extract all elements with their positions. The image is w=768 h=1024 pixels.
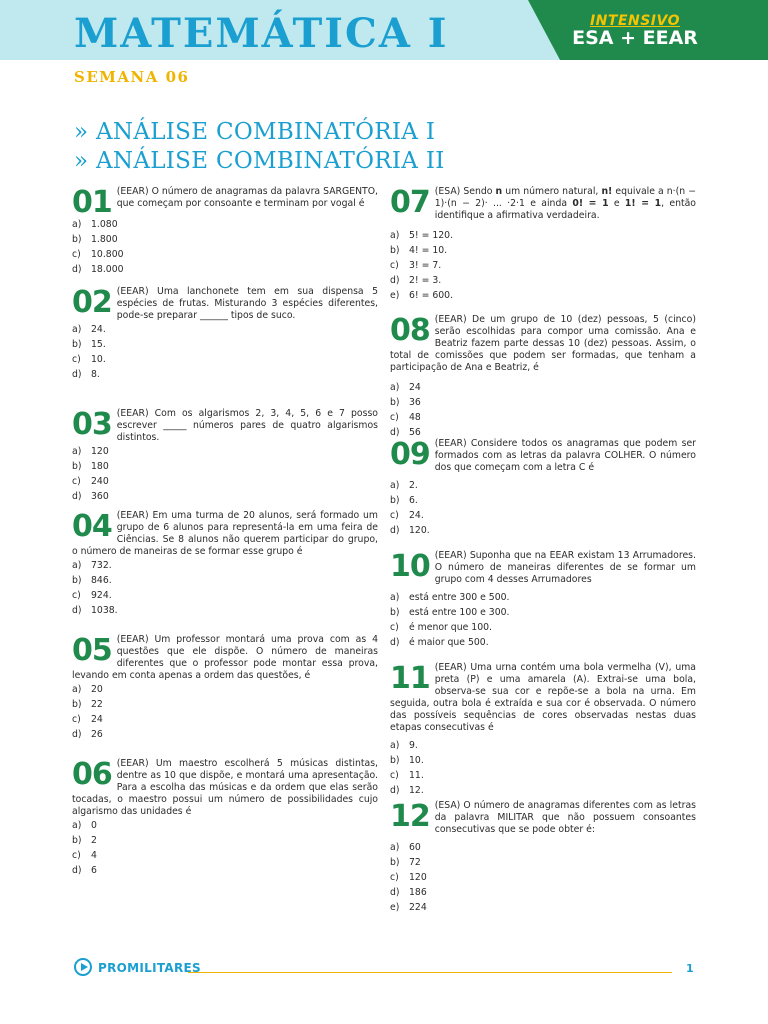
alt-text: 12. <box>409 785 424 796</box>
alt-text: 4! = 10. <box>409 245 448 256</box>
alt-letter: c) <box>72 249 81 260</box>
alternative-item <box>72 848 378 863</box>
alt-letter: d) <box>72 605 82 616</box>
alternatives-list <box>72 818 378 878</box>
alt-letter: a) <box>72 324 82 335</box>
alt-letter: a) <box>390 592 400 603</box>
alt-text: 1038. <box>91 605 118 616</box>
alt-letter: d) <box>72 729 82 740</box>
alternatives-list <box>390 590 696 650</box>
question-number: 02 <box>72 285 112 320</box>
alternative-item <box>390 768 696 783</box>
alt-text: 6! = 600. <box>409 290 454 301</box>
alt-letter: b) <box>390 245 400 256</box>
right-column <box>390 186 696 926</box>
alternative-item <box>390 620 696 635</box>
footer-divider <box>188 972 672 973</box>
alternatives-list <box>390 840 696 915</box>
question-12 <box>390 800 696 926</box>
text-part-bold: n <box>495 186 503 197</box>
alternative-item <box>390 410 696 425</box>
alt-text: 1.800 <box>91 234 118 245</box>
alt-text: é maior que 500. <box>409 637 489 648</box>
alt-text: 924. <box>91 590 112 601</box>
alt-letter: c) <box>390 260 399 271</box>
alt-letter: d) <box>72 369 82 380</box>
alternative-item <box>390 478 696 493</box>
alternative-item <box>72 558 378 573</box>
page-number: 1 <box>686 962 694 975</box>
alt-text: 24 <box>91 714 103 725</box>
alternative-item <box>72 352 378 367</box>
brand-logo-text: PROMILITARES <box>98 961 201 975</box>
alt-text: 240 <box>91 476 109 487</box>
alt-text: é menor que 100. <box>409 622 492 633</box>
alternative-item <box>72 247 378 262</box>
badge-bottom-label: ESA + EEAR <box>572 27 698 49</box>
alt-text: 5! = 120. <box>409 230 454 241</box>
alt-letter: b) <box>390 495 400 506</box>
alt-text: está entre 300 e 500. <box>409 592 510 603</box>
alternatives-list <box>390 478 696 538</box>
question-03 <box>72 408 378 510</box>
alternative-item <box>390 840 696 855</box>
alt-text: 72 <box>409 857 421 868</box>
alternative-item <box>390 228 696 243</box>
alt-text: 360 <box>91 491 109 502</box>
alternative-item <box>390 783 696 798</box>
alt-text: 20 <box>91 684 103 695</box>
alternative-item <box>72 573 378 588</box>
alt-text: 8. <box>91 369 100 380</box>
alt-letter: d) <box>390 427 400 438</box>
alternative-item <box>72 588 378 603</box>
left-column <box>72 186 378 882</box>
alternative-item <box>390 380 696 395</box>
badge-top-label: INTENSIVO <box>589 13 681 29</box>
question-number: 07 <box>390 185 430 220</box>
alt-letter: d) <box>72 865 82 876</box>
alternative-item <box>72 863 378 878</box>
alternative-item <box>72 712 378 727</box>
question-text: (EEAR) Uma lanchonete tem em sua dispensa 5 espécies de frutas. Misturando 3 espécies diferentes, pode-se preparar ______ tipos de suco. <box>116 286 378 321</box>
text-part: e <box>608 198 625 209</box>
alternative-item <box>390 273 696 288</box>
alternative-item <box>390 258 696 273</box>
question-number: 03 <box>72 407 112 442</box>
text-part: um número natural, <box>502 186 602 197</box>
question-text <box>390 186 696 222</box>
alternative-item <box>390 738 696 753</box>
alt-text: 10.800 <box>91 249 124 260</box>
alt-text: 56 <box>409 427 421 438</box>
alt-letter: a) <box>390 740 400 751</box>
alt-text: 732. <box>91 560 112 571</box>
question-number: 10 <box>390 549 430 584</box>
alt-letter: c) <box>390 412 399 423</box>
alt-text: está entre 100 e 300. <box>409 607 510 618</box>
alt-letter: e) <box>390 290 400 301</box>
alt-letter: a) <box>390 480 400 491</box>
alternative-item <box>72 833 378 848</box>
alternatives-list <box>72 322 378 382</box>
alternative-item <box>72 322 378 337</box>
alternative-item <box>72 444 378 459</box>
alt-letter: b) <box>72 461 82 472</box>
text-part-bold: 1! = 1 <box>624 198 662 209</box>
alternative-item <box>390 900 696 915</box>
question-05 <box>72 634 378 758</box>
page-footer <box>72 958 698 980</box>
question-text: (ESA) O número de anagramas diferentes com as letras da palavra MILITAR que não possuem consoantes consecutivas que se pode obter é: <box>434 800 696 835</box>
question-text: (EEAR) Uma urna contém uma bola vermelha (V), uma preta (P) e uma amarela (A). Extrai-se uma bola, observa-se sua cor e repõe-se a bola na urna. Em seguida, outra bola é extraída e sua cor é observada. O número das possíveis sequências de cores observadas nestas duas etapas consecutivas é <box>390 662 696 733</box>
alt-text: 2. <box>409 480 418 491</box>
alt-letter: c) <box>390 770 399 781</box>
alt-text: 9. <box>409 740 418 751</box>
alt-letter: d) <box>390 525 400 536</box>
question-number: 04 <box>72 509 112 544</box>
alternative-item <box>72 262 378 277</box>
question-07 <box>390 186 696 314</box>
alt-letter: b) <box>72 835 82 846</box>
alt-text: 24. <box>409 510 424 521</box>
alt-text: 60 <box>409 842 421 853</box>
alternative-item <box>72 217 378 232</box>
alternative-item <box>72 697 378 712</box>
question-number: 09 <box>390 437 430 472</box>
alt-letter: a) <box>390 382 400 393</box>
alternative-item <box>390 288 696 303</box>
alternative-item <box>390 395 696 410</box>
alt-letter: b) <box>390 397 400 408</box>
alt-text: 36 <box>409 397 421 408</box>
question-text: (EEAR) Suponha que na EEAR existam 13 Arrumadores. O número de maneiras diferentes de se formar um grupo com 4 desses Arrumadores <box>434 550 696 585</box>
alt-letter: c) <box>72 850 81 861</box>
alternative-item <box>72 489 378 504</box>
alt-text: 26 <box>91 729 103 740</box>
text-part: equivale a n·(n − 1)·(n − 2)· ... ·2·1 e ainda <box>434 186 697 209</box>
alt-text: 0 <box>91 820 97 831</box>
question-06 <box>72 758 378 882</box>
alternatives-list <box>72 217 378 277</box>
alt-text: 10. <box>409 755 424 766</box>
topic-item: » ANÁLISE COMBINATÓRIA I <box>74 119 436 145</box>
alt-letter: d) <box>72 264 82 275</box>
alternative-item <box>390 605 696 620</box>
question-number: 06 <box>72 757 112 792</box>
topics-list <box>74 118 445 176</box>
alt-text: 11. <box>409 770 424 781</box>
alt-text: 24 <box>409 382 421 393</box>
alt-letter: c) <box>72 476 81 487</box>
question-text: (EEAR) Com os algarismos 2, 3, 4, 5, 6 e 7 posso escrever _____ números pares de quatro algarismos distintos. <box>116 408 378 443</box>
alt-text: 6 <box>91 865 97 876</box>
question-number: 08 <box>390 313 430 348</box>
text-part: , então identifique a afirmativa verdadeira. <box>434 198 696 221</box>
question-number: 05 <box>72 633 112 668</box>
alt-letter: d) <box>390 637 400 648</box>
question-08 <box>390 314 696 438</box>
course-badge-text <box>560 14 710 48</box>
alternative-item <box>72 474 378 489</box>
alternative-item <box>72 682 378 697</box>
alt-letter: b) <box>72 234 82 245</box>
question-text: (EEAR) Considere todos os anagramas que podem ser formados com as letras da palavra COLHER. O número dos que começam com a letra C é <box>434 438 696 473</box>
alt-text: 4 <box>91 850 97 861</box>
question-04 <box>72 510 378 634</box>
alt-letter: d) <box>72 491 82 502</box>
alt-letter: b) <box>72 699 82 710</box>
alternative-item <box>390 635 696 650</box>
alt-text: 18.000 <box>91 264 124 275</box>
alternatives-list <box>72 682 378 742</box>
alternative-item <box>390 590 696 605</box>
alternatives-list <box>390 380 696 440</box>
topic-item: » ANÁLISE COMBINATÓRIA II <box>74 148 445 174</box>
question-text: (EEAR) Um maestro escolherá 5 músicas distintas, dentre as 10 que dispõe, e montará uma apresentação. Para a escolha das músicas e da ordem que elas serão tocadas, o maestro possui um número de possibilidades cujo algarismo das unidades é <box>72 758 378 817</box>
alt-letter: a) <box>72 820 82 831</box>
alternative-item <box>390 243 696 258</box>
alt-letter: d) <box>390 275 400 286</box>
alternative-item <box>72 337 378 352</box>
question-number: 12 <box>390 799 430 834</box>
alternative-item <box>72 818 378 833</box>
alternative-item <box>390 855 696 870</box>
alternatives-list <box>72 444 378 504</box>
alt-letter: c) <box>390 622 399 633</box>
page-title: MATEMÁTICA I <box>74 10 449 57</box>
alt-letter: d) <box>390 785 400 796</box>
alt-text: 24. <box>91 324 106 335</box>
alt-text: 120 <box>91 446 109 457</box>
alt-letter: b) <box>72 575 82 586</box>
question-text: (EEAR) Um professor montará uma prova com as 4 questões que ele dispõe. O número de maneiras diferentes que o professor pode montar essa prova, levando em conta apenas a ordem das questões, é <box>72 634 378 681</box>
alt-text: 2! = 3. <box>409 275 442 286</box>
alt-text: 22 <box>91 699 103 710</box>
alternative-item <box>72 603 378 618</box>
alt-letter: c) <box>390 510 399 521</box>
alt-letter: a) <box>390 230 400 241</box>
text-part-bold: n! <box>601 186 613 197</box>
alternative-item <box>72 232 378 247</box>
alt-text: 120 <box>409 872 427 883</box>
alternative-item <box>390 870 696 885</box>
alt-text: 186 <box>409 887 427 898</box>
question-10 <box>390 550 696 662</box>
week-label: SEMANA 06 <box>74 68 190 86</box>
question-text: (EEAR) De um grupo de 10 (dez) pessoas, 5 (cinco) serão escolhidas para compor uma comissão. Ana e Beatriz fazem parte dessas 10 (dez) pessoas. Assim, o total de comissões que podem ser formadas, que tenham a participação de Ana e Beatriz, é <box>390 314 696 373</box>
alt-text: 224 <box>409 902 427 913</box>
alternatives-list <box>390 228 696 303</box>
alternative-item <box>72 727 378 742</box>
alt-letter: b) <box>390 857 400 868</box>
alt-text: 1.080 <box>91 219 118 230</box>
question-01 <box>72 186 378 286</box>
alt-letter: a) <box>72 560 82 571</box>
alternative-item <box>390 493 696 508</box>
alternatives-list <box>72 558 378 618</box>
alt-letter: d) <box>390 887 400 898</box>
alt-text: 120. <box>409 525 430 536</box>
alt-letter: a) <box>72 446 82 457</box>
question-text: (EEAR) O número de anagramas da palavra SARGENTO, que começam por consoante e terminam por vogal é <box>116 186 378 209</box>
question-02 <box>72 286 378 408</box>
alt-text: 6. <box>409 495 418 506</box>
question-11 <box>390 662 696 800</box>
alternative-item <box>390 508 696 523</box>
alt-letter: a) <box>72 684 82 695</box>
alt-text: 2 <box>91 835 97 846</box>
alt-text: 180 <box>91 461 109 472</box>
alt-letter: c) <box>72 590 81 601</box>
alt-text: 10. <box>91 354 106 365</box>
alt-text: 3! = 7. <box>409 260 442 271</box>
alternative-item <box>72 459 378 474</box>
alternatives-list <box>390 738 696 798</box>
alt-letter: c) <box>72 354 81 365</box>
alternative-item <box>72 367 378 382</box>
alt-letter: b) <box>390 755 400 766</box>
alternative-item <box>390 885 696 900</box>
play-circle-icon <box>74 958 92 976</box>
alt-letter: a) <box>390 842 400 853</box>
alt-text: 48 <box>409 412 421 423</box>
text-part: (ESA) Sendo <box>434 186 496 197</box>
alt-letter: e) <box>390 902 400 913</box>
alternative-item <box>390 523 696 538</box>
question-09 <box>390 438 696 550</box>
alt-letter: b) <box>72 339 82 350</box>
question-text: (EEAR) Em uma turma de 20 alunos, será formado um grupo de 6 alunos para representá-la em uma feira de Ciências. Se 8 alunos não querem participar do grupo, o número de maneiras de se formar esse grupo é <box>72 510 378 557</box>
alt-letter: a) <box>72 219 82 230</box>
alt-text: 15. <box>91 339 106 350</box>
alt-text: 846. <box>91 575 112 586</box>
text-part-bold: 0! = 1 <box>572 198 609 209</box>
alternative-item <box>390 753 696 768</box>
alt-letter: b) <box>390 607 400 618</box>
question-number: 11 <box>390 661 430 696</box>
alt-letter: c) <box>72 714 81 725</box>
alt-letter: c) <box>390 872 399 883</box>
question-number: 01 <box>72 185 112 220</box>
